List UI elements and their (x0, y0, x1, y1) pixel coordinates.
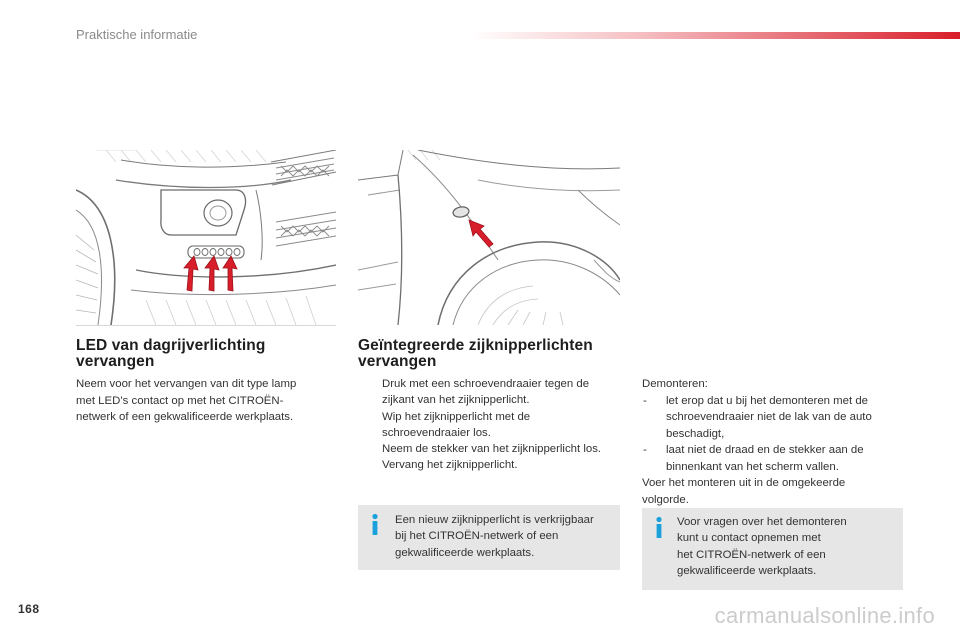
led-section-body: Neem voor het vervangen van dit type lamp met LED’s contact op met het CITROËN- netwerk of een gekwalificeerde werkplaats. (76, 378, 297, 423)
dismount-info-box (642, 508, 903, 590)
list-item: Vervang het zijknipperlicht. (382, 459, 518, 472)
info-icon (369, 513, 381, 537)
list-item: Neem de stekker van het zijknipperlicht los. (382, 443, 602, 456)
side-repeater-illustration (358, 150, 620, 325)
info-icon (653, 516, 665, 540)
dismount-intro: Demonteren: (642, 378, 708, 390)
dismount-outro: Voer het monteren uit in de omgekeerde volgorde. (642, 477, 846, 506)
list-item: - laat niet de draad en de stekker aan de binnenkant van het scherm vallen. (643, 444, 864, 473)
side-repeater-info-box (358, 505, 620, 570)
watermark: carmanualsonline.info (714, 603, 935, 628)
list-item: - let erop dat u bij het demonteren met de schroevendraaier niet de lak van de auto beschadigt, (643, 394, 872, 440)
dash-marker: - (643, 444, 647, 456)
dismount-info-text: Voor vragen over het demonteren kunt u contact opnemen met het CITROËN-netwerk of een gekwalificeerde werkplaats. (677, 516, 847, 577)
dismount-instructions (642, 376, 912, 508)
side-repeater-info-text: Een nieuw zijknipperlicht is verkrijgbaar bij het CITROËN-netwerk of een gekwalificeerde werkplaats. (395, 514, 594, 559)
left-illustration-divider (76, 325, 336, 326)
side-repeater-steps (358, 376, 628, 474)
led-drl-illustration (76, 150, 336, 325)
dismount-list (642, 393, 912, 476)
dash-marker: - (643, 394, 647, 407)
side-repeater-heading: Geïntegreerde zijknipperlichten vervangen (358, 337, 593, 370)
header-accent-bar (470, 32, 960, 39)
page-header-title: Praktische informatie (76, 27, 198, 42)
page-number: 168 (18, 602, 40, 616)
led-section-heading: LED van dagrijverlichting vervangen (76, 337, 266, 370)
list-item: Druk met een schroevendraaier tegen de zijkant van het zijknipperlicht. (382, 378, 590, 407)
list-item: Wip het zijknipperlicht met de schroevendraaier los. (382, 410, 531, 439)
